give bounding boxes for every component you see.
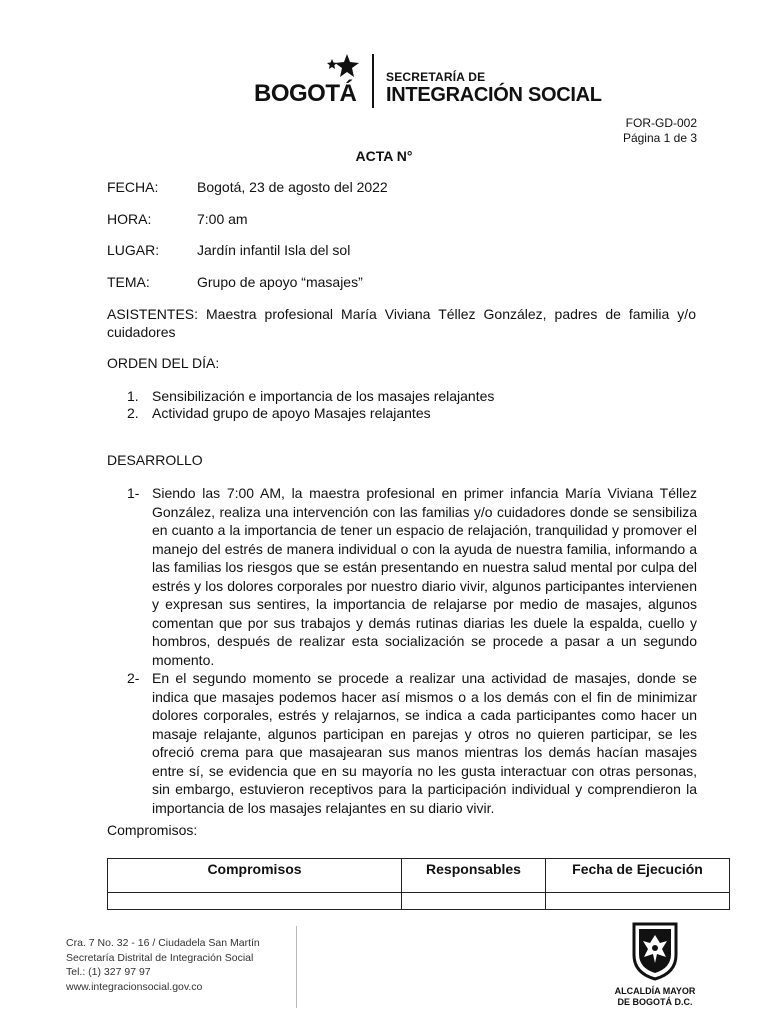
logo-divider <box>372 54 374 108</box>
field-value: 7:00 am <box>197 211 248 227</box>
table-cell[interactable] <box>108 893 402 910</box>
table-cell[interactable] <box>546 893 730 910</box>
column-header: Responsables <box>402 859 546 893</box>
footer-phone: Tel.: (1) 327 97 97 <box>66 966 151 978</box>
desarrollo-list <box>127 484 697 817</box>
field-lugar <box>107 242 350 258</box>
field-label: FECHA: <box>107 179 159 195</box>
item-number: 1. <box>127 388 139 404</box>
field-label: TEMA: <box>107 274 150 290</box>
page-number: Página 1 de 3 <box>622 131 697 145</box>
alcaldia-label <box>600 986 710 1008</box>
small-star-icon <box>326 58 338 70</box>
page-title: ACTA N° <box>355 148 413 164</box>
doc-code: FOR-GD-002 <box>625 116 697 130</box>
logo-secretaria: SECRETARÍA DE <box>386 70 486 84</box>
orden-heading: ORDEN DEL DÍA: <box>107 355 220 371</box>
logo-integracion: INTEGRACIÓN SOCIAL <box>386 84 602 106</box>
list-item <box>127 669 697 817</box>
footer-contact <box>66 936 260 994</box>
footer-divider <box>296 926 297 1008</box>
item-text: Siendo las 7:00 AM, la maestra profesional en primer infancia María Viviana Téllez González, realiza una intervención con las familias y/o cuidadores donde se sensibiliza en cuanto a la importancia de tener un espacio de relajación, tranquilidad y promover el manejo del estrés de manera individual o con la ayuda de nuestra familia, informando a las familias los riesgos que se están presentando en nuestra salud mental por culpa del estrés y los dolores corporales por nuestro diario vivir, algunos participantes intervienen y expresan sus sentires, la importancia de relajarse por medio de masajes, algunos comentan que por sus trabajos y demás rutinas diarias les duele la espalda, cuello y hombros, después de realizar esta socialización se procede a pasar a un segundo momento. <box>152 485 697 668</box>
compromisos-heading: Compromisos: <box>107 822 198 838</box>
item-number: 2- <box>127 670 140 686</box>
footer-address: Cra. 7 No. 32 - 16 / Ciudadela San Martín <box>66 937 260 949</box>
orden-list <box>127 388 697 422</box>
table-row <box>108 893 730 910</box>
item-text: Actividad grupo de apoyo Masajes relajantes <box>152 405 431 421</box>
table-header-row <box>108 859 730 893</box>
compromisos-table <box>107 858 730 910</box>
item-text: En el segundo momento se procede a realizar una actividad de masajes, donde se indica que masajes podemos hacer así mismos o a los demás con el fin de minimizar dolores corporales, estrés y relajarnos, se indica a cada participantes como hacer un masaje relajante, algunos participan en parejas y otros no quieren participar, se les ofreció crema para que masajearan sus manos mientras los demás hacían masajes entre sí, se evidencia que en su mayoría no les gusta interactuar con otras personas, sin embargo, estuvieron receptivos para la participación individual y comprendieron la importancia de los masajes relajantes en su diario vivir. <box>152 670 697 816</box>
item-text: Sensibilización e importancia de los masajes relajantes <box>152 388 495 404</box>
item-number: 2. <box>127 405 139 421</box>
footer-web[interactable]: www.integracionsocial.gov.co <box>66 980 203 993</box>
field-hora <box>107 211 248 227</box>
doc-reference <box>623 116 697 146</box>
list-item <box>127 405 697 422</box>
asistentes-paragraph: ASISTENTES: Maestra profesional María Viviana Téllez González, padres de familia y/o cuidadores <box>107 306 696 340</box>
item-number: 1- <box>127 485 140 501</box>
field-value: Jardín infantil Isla del sol <box>197 242 351 258</box>
coat-of-arms-icon <box>630 921 680 981</box>
bogota-logo-text: BOGOTÁ <box>254 80 357 107</box>
field-value: Grupo de apoyo “masajes” <box>197 274 363 290</box>
footer-entity: Secretaría Distrital de Integración Social <box>66 951 254 964</box>
list-item <box>127 484 697 669</box>
alcaldia-line-2: DE BOGOTÁ D.C. <box>617 997 693 1007</box>
table-cell[interactable] <box>402 893 546 910</box>
field-tema <box>107 274 363 290</box>
field-value: Bogotá, 23 de agosto del 2022 <box>197 179 388 195</box>
desarrollo-heading: DESARROLLO <box>107 452 203 468</box>
column-header: Compromisos <box>108 859 402 893</box>
alcaldia-line-1: ALCALDÍA MAYOR <box>614 986 696 996</box>
field-label: HORA: <box>107 211 152 227</box>
column-header: Fecha de Ejecución <box>546 859 730 893</box>
field-fecha <box>107 179 388 195</box>
list-item <box>127 388 697 405</box>
field-label: LUGAR: <box>107 242 160 258</box>
